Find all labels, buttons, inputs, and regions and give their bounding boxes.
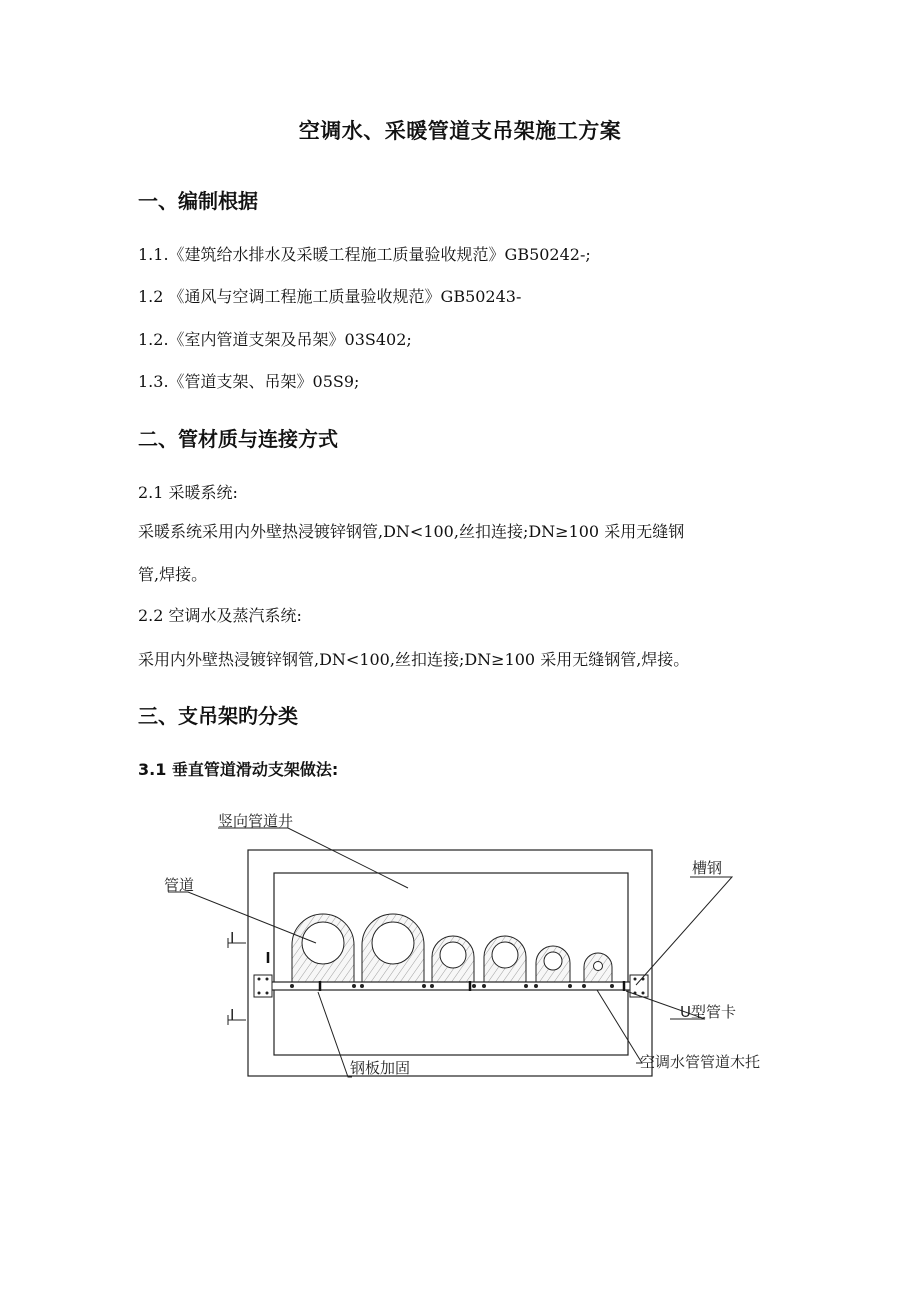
channel-steel-beam	[260, 982, 644, 990]
label-steel-plate: 钢板加固	[350, 1059, 411, 1077]
section-2-heading: 二、管材质与连接方式	[138, 427, 338, 451]
label-pipe: 管道	[164, 876, 195, 894]
reference-item-2: 1.2 《通风与空调工程施工质量验收规范》GB50243-	[138, 287, 522, 306]
subsection-3-1-title: 3.1 垂直管道滑动支架做法:	[138, 760, 339, 779]
label-wood-support: 空调水管管道木托	[640, 1053, 761, 1071]
subsection-2-1-text-line1: 采暖系统采用内外壁热浸镀锌钢管,DN<100,丝扣连接;DN≥100 采用无缝钢	[138, 522, 685, 541]
reference-item-1: 1.1.《建筑给水排水及采暖工程施工质量验收规范》GB50242-;	[138, 245, 591, 264]
label-channel-steel: 槽钢	[692, 859, 723, 877]
subsection-2-1-text-line2: 管,焊接。	[138, 565, 208, 584]
section-mark-label-bottom: I	[230, 1006, 235, 1024]
pipe-6	[584, 953, 612, 983]
section-1-heading: 一、编制根据	[138, 189, 258, 213]
pipe-5	[536, 946, 570, 983]
end-plate-left	[254, 975, 272, 997]
pipe-1	[292, 914, 354, 983]
section-3-heading: 三、支吊架旳分类	[138, 704, 298, 728]
pipe-2	[362, 914, 424, 983]
pipe-4	[484, 936, 526, 983]
subsection-2-2-text: 采用内外壁热浸镀锌钢管,DN<100,丝扣连接;DN≥100 采用无缝钢管,焊接。	[138, 650, 690, 669]
vertical-pipe-support-diagram	[150, 795, 790, 1095]
pipe-3	[432, 936, 474, 983]
reference-item-4: 1.3.《管道支架、吊架》05S9;	[138, 372, 360, 391]
subsection-2-1-title: 2.1 采暖系统:	[138, 483, 238, 502]
label-u-clamp: U型管卡	[680, 1003, 736, 1021]
label-vertical-shaft: 竖向管道井	[218, 812, 294, 830]
document-title: 空调水、采暖管道支吊架施工方案	[298, 119, 622, 143]
subsection-2-2-title: 2.2 空调水及蒸汽系统:	[138, 606, 302, 625]
reference-item-3: 1.2.《室内管道支架及吊架》03S402;	[138, 330, 412, 349]
section-mark-label-top: I	[230, 929, 235, 947]
